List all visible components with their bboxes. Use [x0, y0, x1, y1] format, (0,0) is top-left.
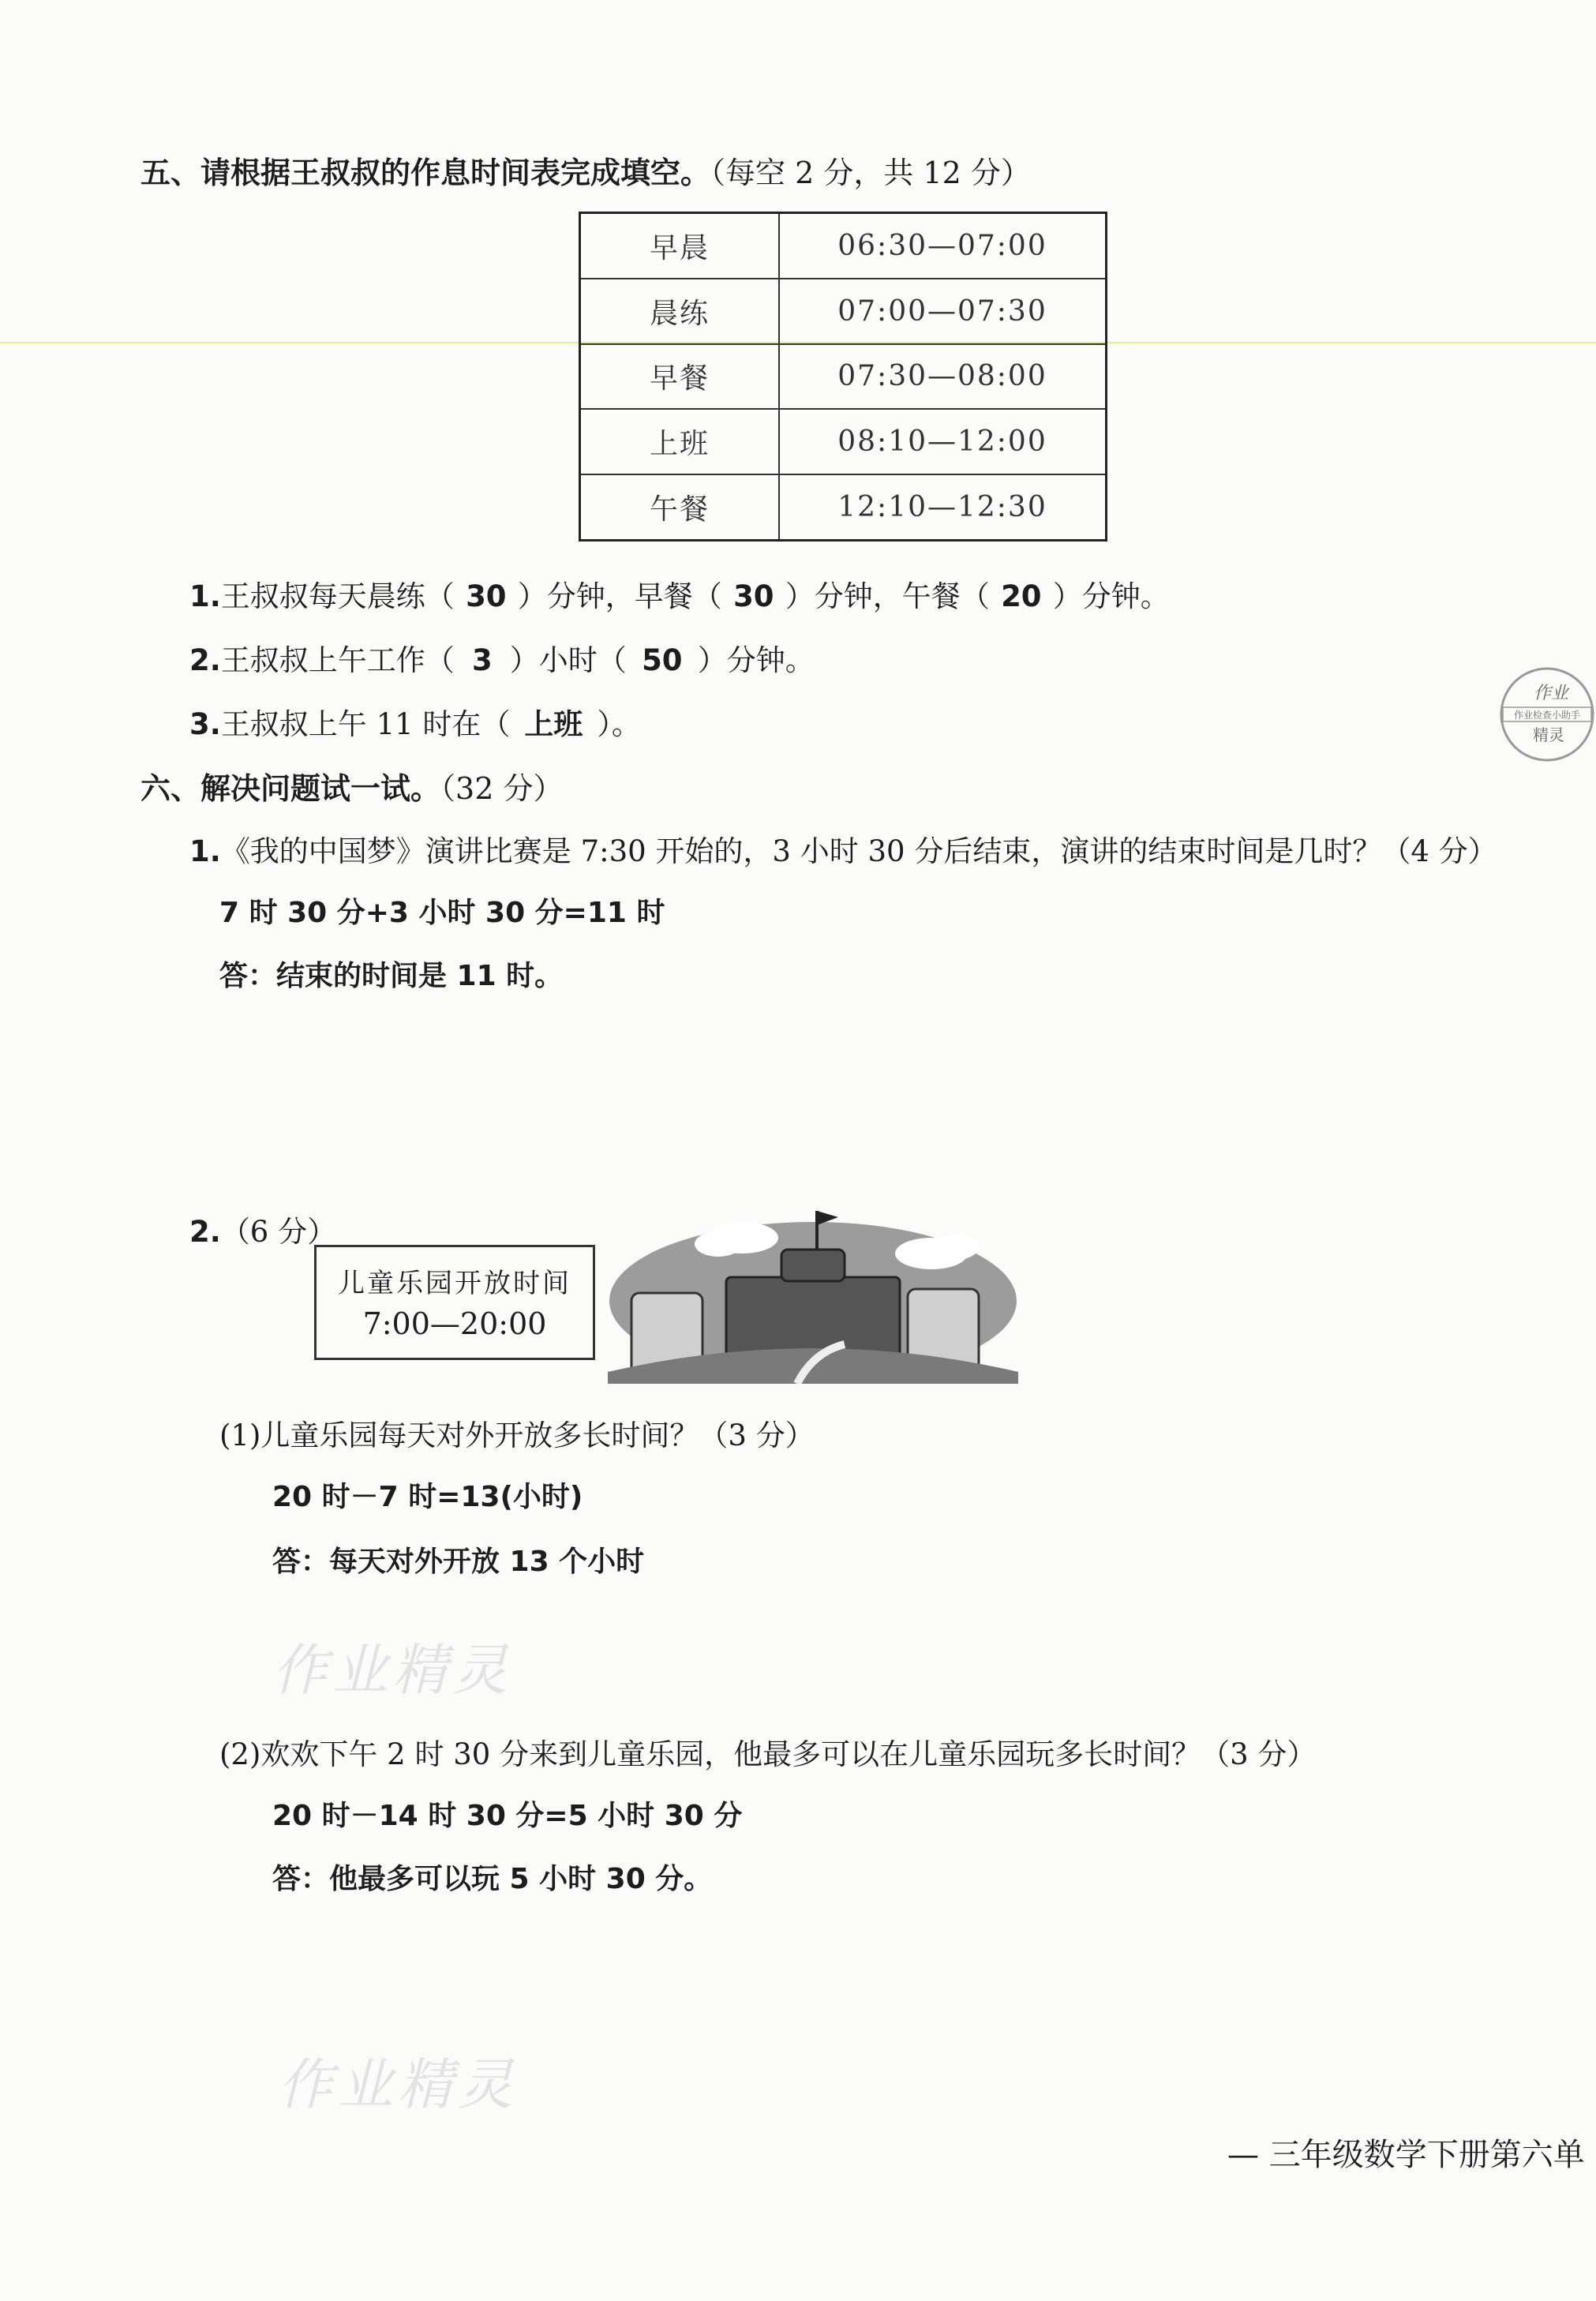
problem-6-2-sub2: (2)欢欢下午 2 时 30 分来到儿童乐园，他最多可以在儿童乐园玩多长时间？（3 分） — [219, 1737, 1317, 1771]
problem-6-2: 2.（6 分） — [189, 1215, 337, 1249]
problem-6-2-sub2-calc: 20 时－14 时 30 分=5 小时 30 分 — [272, 1800, 743, 1832]
schedule-row — [580, 409, 1107, 474]
schedule-row — [580, 474, 1107, 540]
problem-6-1-answer: 答：结束的时间是 11 时。 — [219, 960, 564, 992]
question-5-3: 3.王叔叔上午 11 时在（ 上班 ）。 — [189, 700, 641, 743]
svg-text:作业: 作业 — [1533, 684, 1569, 703]
schedule-activity: 早餐 — [580, 344, 780, 410]
schedule-time: 07:00—07:30 — [779, 279, 1107, 344]
schedule-activity: 午餐 — [580, 474, 780, 540]
schedule-time: 06:30—07:00 — [779, 213, 1107, 279]
schedule-row — [580, 279, 1107, 344]
section5-title: 五、请根据王叔叔的作息时间表完成填空。（每空 2 分，共 12 分） — [140, 156, 1031, 190]
amusement-park-illustration — [608, 1206, 1018, 1384]
opening-hours-value: 7:00—20:00 — [362, 1306, 547, 1341]
schedule-time: 07:30—08:00 — [779, 344, 1107, 410]
answer-blank: 30 — [733, 579, 774, 613]
schedule-row — [580, 344, 1107, 410]
question-5-1: 1.王叔叔每天晨练（ 30 ）分钟，早餐（ 30 ）分钟，午餐（ 20 ）分钟。 — [189, 579, 1170, 613]
stamp-logo — [1492, 663, 1596, 766]
schedule-time: 12:10—12:30 — [779, 474, 1107, 540]
problem-6-2-sub1-answer: 答：每天对外开放 13 个小时 — [272, 1546, 645, 1578]
schedule-activity: 上班 — [580, 409, 780, 474]
schedule-time: 08:10—12:00 — [779, 409, 1107, 474]
watermark: 作业精灵 — [278, 2052, 518, 2117]
answer-blank: 上班 — [524, 707, 583, 741]
problem-6-2-sub2-answer: 答：他最多可以玩 5 小时 30 分。 — [272, 1863, 713, 1895]
opening-hours-title: 儿童乐园开放时间 — [338, 1268, 571, 1299]
opening-hours-box — [314, 1245, 595, 1360]
answer-blank: 3 — [471, 643, 493, 677]
answer-blank: 50 — [642, 643, 683, 677]
problem-6-1: 1.《我的中国梦》演讲比赛是 7:30 开始的，3 小时 30 分后结束，演讲的结束时间是几时？（4 分） — [189, 834, 1497, 868]
watermark: 作业精灵 — [272, 1638, 512, 1703]
problem-6-1-calc: 7 时 30 分+3 小时 30 分=11 时 — [219, 897, 665, 929]
page-footer: — 三年级数学下册第六单 — [1227, 2137, 1585, 2173]
schedule-table — [579, 212, 1107, 542]
question-5-2: 2.王叔叔上午工作（ 3 ）小时（ 50 ）分钟。 — [189, 643, 815, 677]
schedule-activity: 早晨 — [580, 213, 780, 279]
svg-text:作业检查小助手: 作业检查小助手 — [1513, 710, 1581, 721]
answer-blank: 30 — [466, 579, 507, 613]
section6-title: 六、解决问题试一试。（32 分） — [140, 771, 564, 806]
problem-6-2-sub1: (1)儿童乐园每天对外开放多长时间？（3 分） — [219, 1418, 815, 1452]
schedule-activity: 晨练 — [580, 279, 780, 344]
svg-text:精灵: 精灵 — [1533, 725, 1564, 744]
schedule-row — [580, 213, 1107, 279]
problem-6-2-sub1-calc: 20 时－7 时=13(小时) — [272, 1481, 583, 1513]
answer-blank: 20 — [1001, 579, 1042, 613]
